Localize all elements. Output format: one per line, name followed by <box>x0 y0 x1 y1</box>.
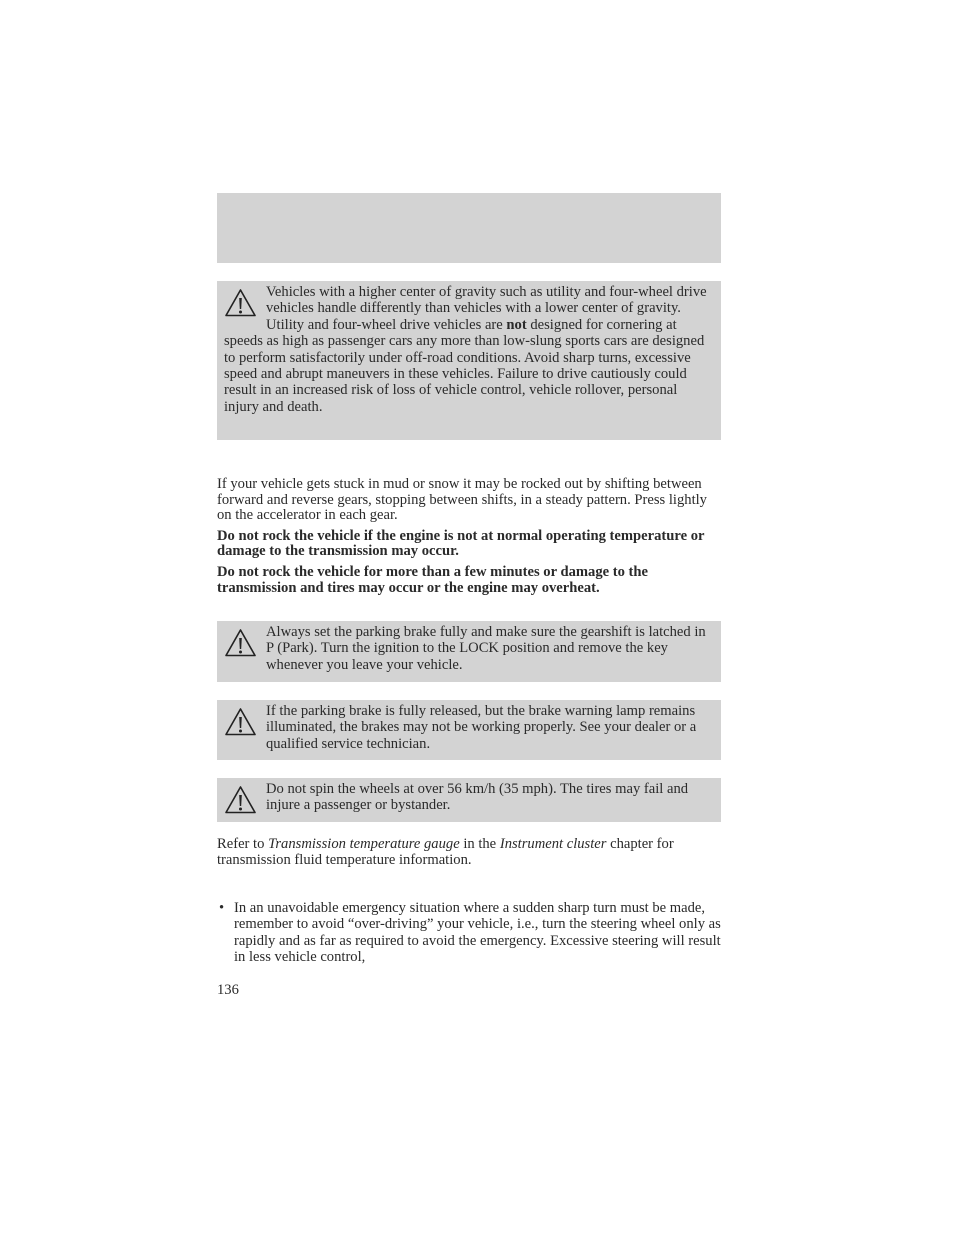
warning-text: Always set the parking brake fully and make sure the gearshift is latched in P (Park). Turn the ignition to the LOCK position and remove the key whenever you leave your vehicle. <box>266 624 706 673</box>
refer-suffix: chapter for transmission fluid temperature information. <box>217 836 674 869</box>
section-header-band <box>217 193 721 263</box>
rocking-section <box>217 477 721 596</box>
refer-instrument-cluster: Instrument cluster <box>499 836 607 852</box>
page-number: 136 <box>217 982 239 998</box>
warning-box-brake-lamp <box>217 700 721 760</box>
warning-box-wheel-spin <box>217 778 721 822</box>
refer-paragraph <box>217 836 721 869</box>
warning-text: If the parking brake is fully released, but the brake warning lamp remains illuminated, the brakes may not be working properly. See your dealer or a qualified service technician. <box>266 703 697 752</box>
bullet-text: In an unavoidable emergency situation where a sudden sharp turn must be made, remember to avoid “over-driving” your vehicle, i.e., turn the steering wheel only as rapidly and as far as required to avoid the emergency. Excessive steering will result in less vehicle control, <box>234 900 721 966</box>
warning-text-part1: Vehicles with a higher center of gravity such as utility and four-wheel drive vehicles handle differently than vehicles with a lower center of gravity. Utility and four-wheel drive vehicles are <box>266 284 707 333</box>
warning-text-emphasis: not <box>506 316 527 333</box>
rocking-caution-temperature: Do not rock the vehicle if the engine is not at normal operating temperature or damage to the transmission may occur. <box>217 527 705 560</box>
bullet-marker: • <box>219 900 225 916</box>
rocking-intro: If your vehicle gets stuck in mud or snow it may be rocked out by shifting between forward and reverse gears, stopping between shifts, in a steady pattern. Press lightly on the accelerator in each gear. <box>217 476 707 524</box>
warning-text-part2: designed for cornering at speeds as high as passenger cars any more than low-slung sports cars are designed to perform satisfactorily under off-road conditions. Avoid sharp turns, excessive speed and abrupt maneuvers in these vehicles. Failure to drive cautiously could result in an increased risk of loss of vehicle control, vehicle rollover, personal injury and death. <box>224 316 705 415</box>
warning-triangle-icon <box>224 785 257 815</box>
warning-box-parking-brake <box>217 621 721 682</box>
rocking-caution-duration: Do not rock the vehicle for more than a few minutes or damage to the transmission and tires may occur or the engine may overheat. <box>217 563 648 596</box>
warning-triangle-icon <box>224 628 257 658</box>
list-item <box>217 900 721 966</box>
warning-triangle-icon <box>224 288 257 318</box>
refer-transmission-gauge: Transmission temperature gauge <box>268 836 460 852</box>
refer-prefix: Refer to <box>217 836 269 852</box>
refer-middle: in the <box>459 836 500 852</box>
warning-text: Do not spin the wheels at over 56 km/h (35 mph). The tires may fail and injure a passenger or bystander. <box>266 781 689 814</box>
warning-triangle-icon <box>224 707 257 737</box>
warning-box-rollover <box>217 281 721 440</box>
